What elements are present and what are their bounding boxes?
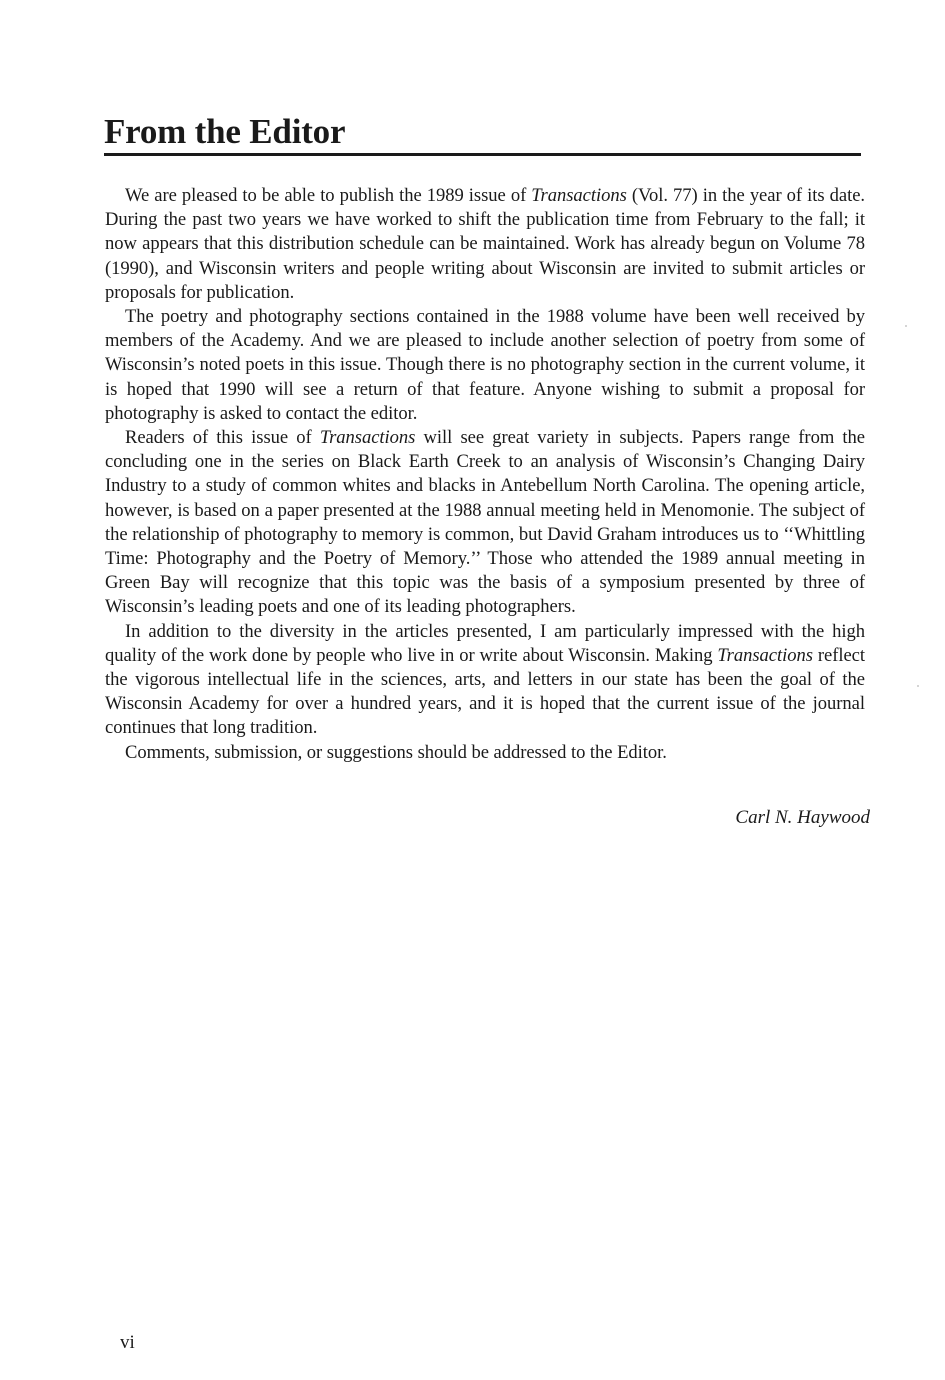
paragraph-text: Comments, submission, or suggestions should be addressed to the Editor.: [125, 741, 667, 763]
editor-signature: Carl N. Haywood: [735, 807, 870, 828]
paragraph: [105, 426, 865, 620]
paragraph-text: We are pleased to be able to publish the 1989 issue of: [125, 185, 532, 206]
journal-title-italic: Transactions: [531, 185, 627, 206]
scan-speck: [917, 685, 919, 687]
journal-title-italic: Transactions: [717, 644, 813, 666]
page-title: From the Editor: [104, 112, 861, 156]
journal-title-italic: Transactions: [319, 427, 416, 449]
paragraph-text: will see great variety in subjects. Papers range from the concluding one in the series on Black Earth Creek to an analysis of Wisconsin’s Changing Dairy Industry to a study of common whites and blacks in Antebellum North Carolina. The opening article, however, is based on a paper presented at the 1988 annual meeting held in Menomonie. The subject of the relationship of photography to memory is common, but David Graham introduces us to ‘‘Whittling Time: Photography and the Poetry of Memory.’’ Those who attended the 1989 annual meeting in Green Bay will recognize that this topic was the basis of a symposium presented by three of Wisconsin’s leading poets and one of its leading photographers.: [105, 427, 865, 618]
scan-speck: [905, 325, 907, 327]
editorial-body: [105, 184, 865, 765]
paragraph-text: reflect the vigorous intellectual life in the sciences, arts, and letters in our state has been the goal of the Wisconsin Academy for over a hundred years, and it is hoped that the current issue of the journal continues that long tradition.: [105, 644, 865, 739]
paragraph: [105, 184, 865, 305]
paragraph-text: Readers of this issue of: [125, 427, 320, 449]
paragraph-text: (Vol. 77) in the year of its date. During the past two years we have worked to shift the publication time from February to the fall; it now appears that this distribution schedule can be maintained. Work has already begun on Volume 78 (1990), and Wisconsin writers and people writing about Wisconsin are invited to submit articles or proposals for publication.: [105, 185, 866, 303]
paragraph-text: The poetry and photography sections contained in the 1988 volume have been well received by members of the Academy. And we are pleased to include another selection of poetry from some of Wisconsin’s noted poets in this issue. Though there is no photography section in the current volume, it is hoped that 1990 will see a return of that feature. Anyone wishing to submit a proposal for photography is asked to contact the editor.: [105, 306, 865, 424]
paragraph: [105, 620, 865, 741]
page-number: vi: [120, 1332, 135, 1353]
paragraph: [105, 305, 865, 426]
paragraph: [105, 741, 865, 765]
paragraph-text: In addition to the diversity in the articles presented, I am particularly impressed with the high quality of the work done by people who live in or write about Wisconsin. Making: [105, 620, 865, 666]
